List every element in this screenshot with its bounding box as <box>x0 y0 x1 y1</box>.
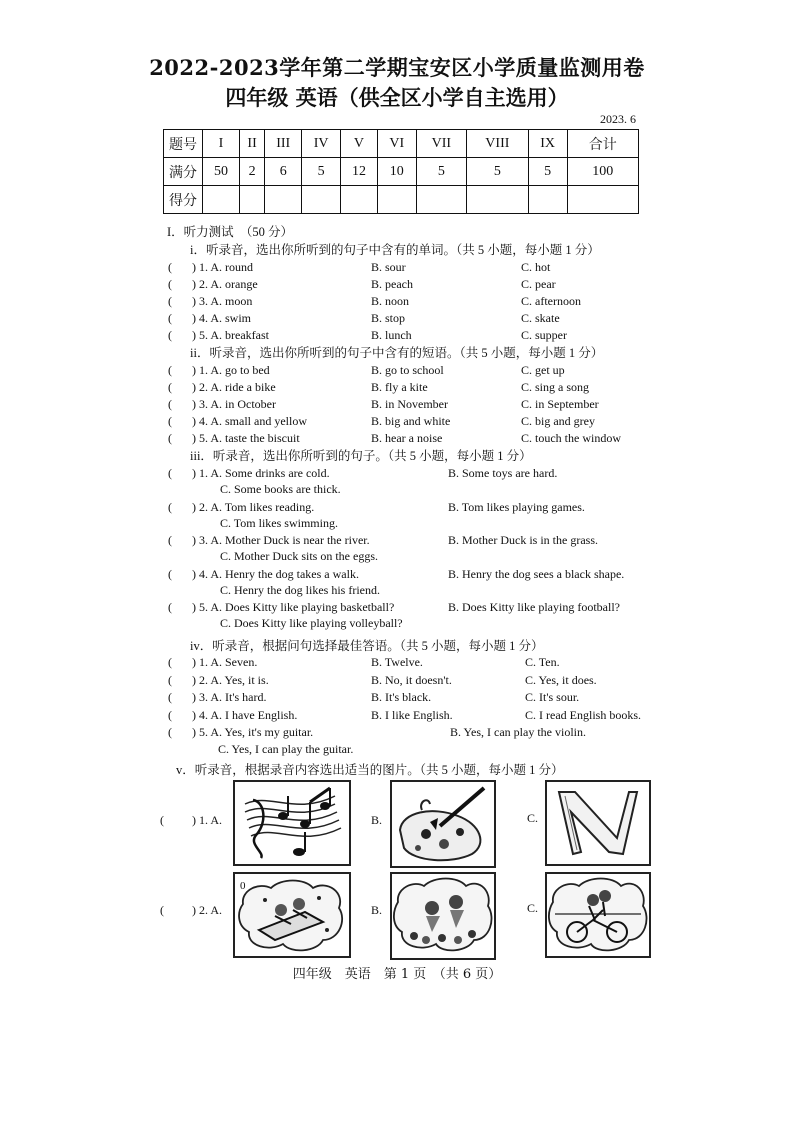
option-b: B. stop <box>371 311 406 325</box>
bicycle-icon <box>547 874 649 956</box>
col-header: III <box>265 130 302 158</box>
option-a: ) 2. A. Tom likes reading. <box>192 499 315 514</box>
option-c: C. sing a song <box>521 380 590 394</box>
option-b: B. It's black. <box>371 690 432 704</box>
exam-title: 2022-2023学年第二学期宝安区小学质量监测用卷 <box>149 55 645 80</box>
option-b: B. go to school <box>371 363 444 377</box>
page-footer: 四年级 英语 第 1 页 （共 6 页） <box>292 967 502 982</box>
score-cell[interactable] <box>302 186 341 214</box>
letter-n-icon <box>547 782 649 864</box>
full-mark: 50 <box>203 158 240 186</box>
row-label: 题号 <box>164 130 203 158</box>
option-a: ) 5. A. breakfast <box>192 328 269 342</box>
option-c: C. Mother Duck sits on the eggs. <box>220 549 378 563</box>
option-a: ) 1. A. Seven. <box>192 655 258 669</box>
music-notes-icon <box>235 782 349 864</box>
full-mark: 5 <box>302 158 341 186</box>
score-cell[interactable] <box>203 186 240 214</box>
option-c: C. I read English books. <box>525 707 641 722</box>
s5-instruction: v．听录音，根据录音内容选出适当的图片。（共 5 小题，每小题 1 分） <box>176 763 564 777</box>
option-a: ) 3. A. Mother Duck is near the river. <box>192 533 370 547</box>
option-c: C. in September <box>521 397 599 411</box>
answer-paren: ( <box>168 277 172 291</box>
option-c: C. Does Kitty like playing volleyball? <box>220 616 403 630</box>
option-b: B. Tom likes playing games. <box>448 499 585 514</box>
option-a: ) 4. A. Henry the dog takes a walk. <box>192 566 359 581</box>
option-a: ) 1. A. round <box>192 260 253 274</box>
full-mark: 100 <box>567 158 638 186</box>
option-b: B. lunch <box>371 328 412 342</box>
answer-paren: ( <box>168 690 172 704</box>
picture-kids-garden[interactable] <box>390 872 496 960</box>
option-a: ) 3. A. in October <box>192 397 276 411</box>
col-header: I <box>203 130 240 158</box>
option-c: C. skate <box>521 311 560 325</box>
col-header: V <box>341 130 378 158</box>
score-cell[interactable] <box>528 186 567 214</box>
s3-instruction: iii．听录音，选出你所听到的句子。（共 5 小题，每小题 1 分） <box>190 449 532 463</box>
s5-q1-opt-c: C. <box>527 811 539 825</box>
score-cell[interactable] <box>377 186 416 214</box>
option-a: ) 5. A. Yes, it's my guitar. <box>192 725 314 739</box>
option-c: C. afternoon <box>521 294 581 308</box>
paintbrush-icon <box>392 782 494 866</box>
option-c: C. big and grey <box>521 414 595 428</box>
option-c: C. It's sour. <box>525 690 580 704</box>
s5-q2-label: ) 2. A. <box>192 903 222 917</box>
row-label: 得分 <box>164 186 203 214</box>
answer-paren: ( <box>168 414 172 428</box>
s5-q1-label: ) 1. A. <box>192 813 222 827</box>
option-a: ) 4. A. swim <box>192 311 252 325</box>
part1-heading: I．听力测试 （50 分） <box>167 225 294 239</box>
option-c: C. Ten. <box>525 655 560 669</box>
s5-q2-opt-b: B. <box>371 903 383 917</box>
answer-paren: ( <box>160 813 164 827</box>
picture-paint[interactable] <box>390 780 496 868</box>
option-b: B. Twelve. <box>371 655 423 669</box>
full-mark: 5 <box>528 158 567 186</box>
s5-q2-opt-c: C. <box>527 901 539 915</box>
full-mark: 6 <box>265 158 302 186</box>
option-a: ) 5. A. Does Kitty like playing basketball? <box>192 600 395 614</box>
option-b: B. peach <box>371 277 413 291</box>
answer-paren: ( <box>168 600 172 614</box>
score-cell[interactable] <box>466 186 528 214</box>
picture-kids-sledding[interactable] <box>233 872 351 958</box>
option-c: C. touch the window <box>521 431 621 445</box>
option-c: C. Tom likes swimming. <box>220 515 338 530</box>
option-a: ) 1. A. Some drinks are cold. <box>192 466 330 480</box>
answer-paren: ( <box>160 903 164 917</box>
full-mark: 12 <box>341 158 378 186</box>
full-mark: 5 <box>416 158 466 186</box>
col-header: IV <box>302 130 341 158</box>
answer-paren: ( <box>168 499 172 514</box>
answer-paren: ( <box>168 707 172 722</box>
full-mark: 2 <box>239 158 264 186</box>
option-c: C. Yes, it does. <box>525 672 597 687</box>
answer-paren: ( <box>168 431 172 445</box>
col-header: VIII <box>466 130 528 158</box>
answer-paren: ( <box>168 294 172 308</box>
s5-q1-opt-b: B. <box>371 813 383 827</box>
col-header: IX <box>528 130 567 158</box>
answer-paren: ( <box>168 655 172 669</box>
option-b: B. big and white <box>371 414 451 428</box>
score-cell[interactable] <box>341 186 378 214</box>
picture-mark: 0 <box>240 880 246 892</box>
garden-kids-icon <box>392 874 494 958</box>
score-table-row-score <box>164 186 639 214</box>
col-header: VII <box>416 130 466 158</box>
option-b: B. Yes, I can play the violin. <box>450 725 586 739</box>
option-c: C. Yes, I can play the guitar. <box>218 742 354 756</box>
option-a: ) 2. A. ride a bike <box>192 380 276 394</box>
option-a: ) 3. A. It's hard. <box>192 690 267 704</box>
score-cell[interactable] <box>416 186 466 214</box>
answer-paren: ( <box>168 397 172 411</box>
answer-paren: ( <box>168 311 172 325</box>
option-c: C. Henry the dog likes his friend. <box>220 582 380 597</box>
option-c: C. Some books are thick. <box>220 482 341 496</box>
option-b: B. Henry the dog sees a black shape. <box>448 566 625 581</box>
answer-paren: ( <box>168 566 172 581</box>
option-a: ) 4. A. small and yellow <box>192 414 307 428</box>
exam-subtitle: 四年级 英语（供全区小学自主选用） <box>225 85 569 110</box>
option-b: B. fly a kite <box>371 380 428 394</box>
option-c: C. supper <box>521 328 567 342</box>
option-b: B. noon <box>371 294 410 308</box>
option-a: ) 2. A. Yes, it is. <box>192 672 269 687</box>
exam-date: 2023. 6 <box>600 112 636 126</box>
option-b: B. Mother Duck is in the grass. <box>448 533 598 547</box>
option-b: B. Does Kitty like playing football? <box>448 600 620 614</box>
option-c: C. get up <box>521 363 565 377</box>
option-b: B. Some toys are hard. <box>448 466 558 480</box>
option-b: B. sour <box>371 260 406 274</box>
answer-paren: ( <box>168 725 172 739</box>
full-mark: 10 <box>377 158 416 186</box>
sledding-icon <box>235 874 349 956</box>
answer-paren: ( <box>168 672 172 687</box>
option-a: ) 5. A. taste the biscuit <box>192 431 300 445</box>
full-mark: 5 <box>466 158 528 186</box>
score-table <box>163 129 639 214</box>
option-a: ) 1. A. go to bed <box>192 363 270 377</box>
score-table-row-number <box>164 130 639 158</box>
s1-instruction: i．听录音，选出你所听到的句子中含有的单词。（共 5 小题，每小题 1 分） <box>190 243 600 257</box>
option-a: ) 3. A. moon <box>192 294 253 308</box>
answer-paren: ( <box>168 363 172 377</box>
picture-music-notes[interactable] <box>233 780 351 866</box>
option-b: B. in November <box>371 397 448 411</box>
option-b: B. hear a noise <box>371 431 443 445</box>
option-b: B. No, it doesn't. <box>371 672 452 687</box>
score-table-row-full <box>164 158 639 186</box>
score-cell[interactable] <box>567 186 638 214</box>
col-header: VI <box>377 130 416 158</box>
col-header: II <box>239 130 264 158</box>
col-header: 合计 <box>567 130 638 158</box>
answer-paren: ( <box>168 466 172 480</box>
answer-paren: ( <box>168 328 172 342</box>
option-c: C. hot <box>521 260 551 274</box>
option-c: C. pear <box>521 277 556 291</box>
answer-paren: ( <box>168 533 172 547</box>
picture-letter-n[interactable] <box>545 780 651 866</box>
answer-paren: ( <box>168 260 172 274</box>
s4-instruction: iv．听录音，根据问句选择最佳答语。（共 5 小题，每小题 1 分） <box>190 639 544 653</box>
option-a: ) 4. A. I have English. <box>192 707 298 722</box>
option-a: ) 2. A. orange <box>192 277 258 291</box>
picture-kids-bike[interactable] <box>545 872 651 958</box>
s2-instruction: ii．听录音，选出你所听到的句子中含有的短语。（共 5 小题，每小题 1 分） <box>190 346 604 360</box>
row-label: 满分 <box>164 158 203 186</box>
answer-paren: ( <box>168 380 172 394</box>
option-b: B. I like English. <box>371 707 453 722</box>
score-cell[interactable] <box>265 186 302 214</box>
score-cell[interactable] <box>239 186 264 214</box>
